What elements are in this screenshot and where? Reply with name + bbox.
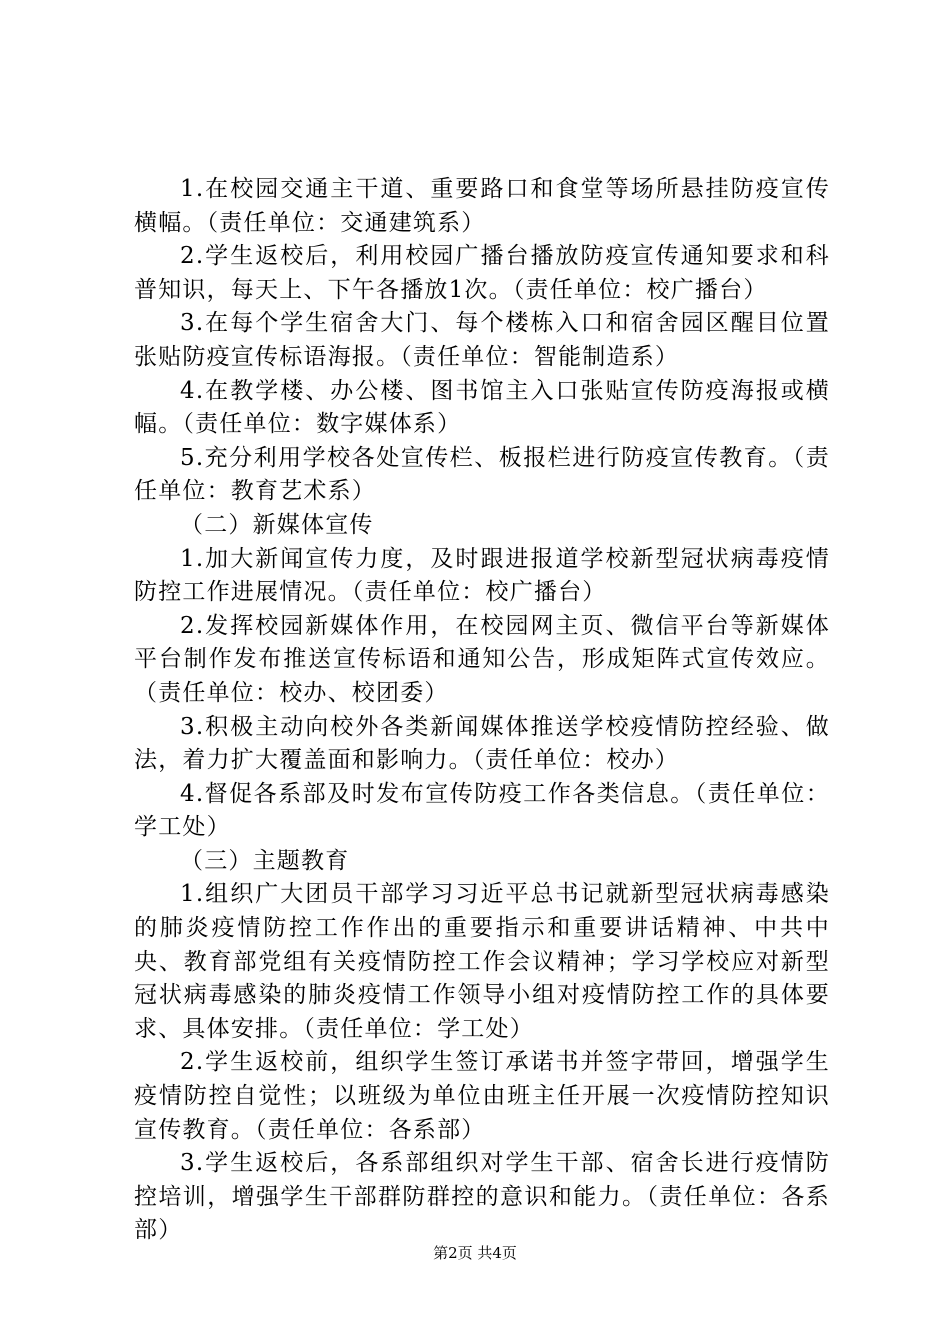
section-heading-new-media: （二）新媒体宣传 bbox=[180, 511, 374, 538]
paragraph-3: 3.在每个学生宿舍大门、每个楼栋入口和宿舍园区醒目位置张贴防疫宣传标语海报。（责任单位：智能制造系） bbox=[134, 310, 830, 370]
paragraph-6: 1.加大新闻宣传力度，及时跟进报道学校新型冠状病毒疫情防控工作进展情况。（责任单位：校广播台） bbox=[134, 545, 830, 606]
page-number-footer: 第2页 共4页 bbox=[433, 1244, 517, 1262]
paragraph-11: 2.学生返校前，组织学生签订承诺书并签字带回，增强学生疫情防控自觉性；以班级为单位由班主任开展一次疫情防控知识宣传教育。（责任单位：各系部） bbox=[134, 1049, 830, 1143]
section-heading-theme-education: （三）主题教育 bbox=[180, 847, 350, 874]
paragraph-9: 4.督促各系部及时发布宣传防疫工作各类信息。（责任单位：学工处） bbox=[134, 780, 830, 841]
paragraph-7: 2.发挥校园新媒体作用，在校园网主页、微信平台等新媒体平台制作发布推送宣传标语和通知公告，形成矩阵式宣传效应。（责任单位：校办、校团委） bbox=[134, 612, 830, 706]
paragraph-1: 1.在校园交通主干道、重要路口和食堂等场所悬挂防疫宣传横幅。（责任单位：交通建筑系） bbox=[134, 176, 830, 236]
paragraph-5: 5.充分利用学校各处宣传栏、板报栏进行防疫宣传教育。（责任单位：教育艺术系） bbox=[134, 444, 830, 505]
paragraph-10: 1.组织广大团员干部学习习近平总书记就新型冠状病毒感染的肺炎疫情防控工作作出的重要指示和重要讲话精神、中共中央、教育部党组有关疫情防控工作会议精神；学习学校应对新型冠状病毒感染的肺炎疫情工作领导小组对疫情防控工作的具体要求、具体安排。（责任单位：学工处） bbox=[134, 881, 830, 1042]
paragraph-2: 2.学生返校后，利用校园广播台播放防疫宣传通知要求和科普知识，每天上、下午各播放1次。（责任单位：校广播台） bbox=[134, 243, 830, 303]
document-body bbox=[134, 173, 830, 1248]
paragraph-4: 4.在教学楼、办公楼、图书馆主入口张贴宣传防疫海报或横幅。（责任单位：数字媒体系） bbox=[134, 377, 830, 438]
paragraph-8: 3.积极主动向校外各类新闻媒体推送学校疫情防控经验、做法，着力扩大覆盖面和影响力。（责任单位：校办） bbox=[134, 713, 830, 774]
paragraph-12: 3.学生返校后，各系部组织对学生干部、宿舍长进行疫情防控培训，增强学生干部群防群控的意识和能力。（责任单位：各系部） bbox=[134, 1150, 830, 1244]
